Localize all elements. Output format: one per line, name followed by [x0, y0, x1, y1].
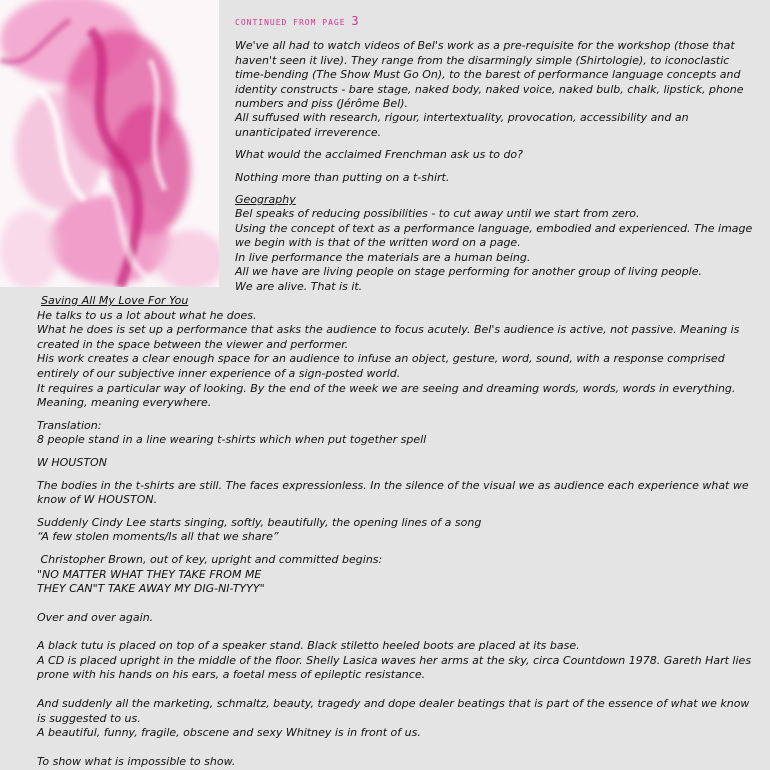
saving-heading: Saving All My Love For You: [41, 294, 189, 307]
geography-heading: Geography: [235, 193, 296, 207]
spelled-word: W HOUSTON: [37, 455, 107, 469]
intro-question: What would the acclaimed Frenchman ask us to do?: [235, 148, 523, 162]
translation-text: 8 people stand in a line wearing t-shirts which when put together spell: [37, 433, 427, 447]
geography-line: Using the concept of text as a performance language, embodied and experienced. The image we begin with is that of the written word on a page.: [235, 221, 753, 250]
cindy-quote: “A few stolen moments/Is all that we share”: [37, 530, 279, 544]
intro-paragraph-1: We've all had to watch videos of Bel's work as a pre-requisite for the workshop (those that haven't seen it live). They range from the disarmingly simple (Shirtologie), to iconoclastic time-bending (The Show Must Go On), to the barest of performance language concepts and identity constructs - bare stage, naked body, naked voice, naked bulb, chalk, lipstick, phone numbers and piss (Jérôme Bel).: [235, 39, 744, 111]
saving-line: He talks to us a lot about what he does.: [37, 308, 257, 322]
continued-label-text: CONTINUED FROM PAGE: [235, 18, 346, 27]
bodies-paragraph: The bodies in the t-shirts are still. The faces expressionless. In the silence of the visual we as audience each experience what we know of W HOUSTON.: [37, 478, 749, 507]
closing-line: To show what is impossible to show.: [37, 754, 236, 768]
continued-page-number: 3: [351, 14, 359, 28]
intro-paragraph-2: All suffused with research, rigour, intertextuality, provocation, accessibility and an unanticipated irreverence.: [235, 111, 689, 139]
intro-answer: Nothing more than putting on a t-shirt.: [235, 170, 450, 184]
lyric-line-1: "NO MATTER WHAT THEY TAKE FROM ME: [37, 567, 262, 581]
christopher-paragraph: Christopher Brown, out of key, upright and committed begins:: [37, 552, 383, 566]
geography-line: Bel speaks of reducing possibilities - to cut away until we start from zero.: [235, 207, 640, 221]
cindy-paragraph: Suddenly Cindy Lee starts singing, softly, beautifully, the opening lines of a song: [37, 515, 482, 529]
cd-paragraph: A CD is placed upright in the middle of the floor. Shelly Lasica waves her arms at the sky, circa Countdown 1978. Gareth Hart lies prone with his hands on his ears, a foetal mess of epileptic resistance.: [37, 653, 752, 682]
marketing-paragraph: And suddenly all the marketing, schmaltz, beauty, tragedy and dope dealer beatings that is part of the essence of what we know is suggested to us.: [37, 697, 750, 725]
geography-line: In live performance the materials are a human being.: [235, 250, 531, 264]
over-again: Over and over again.: [37, 610, 154, 624]
saving-line: It requires a particular way of looking. By the end of the week we are seeing and dreaming words, words, words in everything. Meaning, meaning everywhere.: [37, 381, 736, 410]
geography-line: We are alive. That is it.: [235, 279, 363, 293]
lyric-line-2: THEY CAN"T TAKE AWAY MY DIG-NI-TYYY": [37, 582, 265, 596]
geography-line: All we have are living people on stage performing for another group of living people.: [235, 265, 703, 279]
continued-from-label: [235, 14, 755, 30]
main-article-body: [37, 294, 752, 769]
saving-line: What he does is set up a performance that asks the audience to focus acutely. Bel's audience is active, not passive. Meaning is created in the space between the viewer and performer.: [37, 323, 740, 351]
whitney-paragraph: A beautiful, funny, fragile, obscene and sexy Whitney is in front of us.: [37, 726, 421, 740]
tutu-paragraph: A black tutu is placed on top of a speaker stand. Black stiletto heeled boots are placed at its base.: [37, 639, 580, 653]
saving-line: His work creates a clear enough space for an audience to infuse an object, gesture, word, sound, with a response comprised entirely of our subjective inner experience of a sign-posted world.: [37, 352, 725, 380]
right-column: [235, 14, 755, 294]
translation-label: Translation:: [37, 418, 102, 432]
performance-photo: [0, 0, 219, 287]
